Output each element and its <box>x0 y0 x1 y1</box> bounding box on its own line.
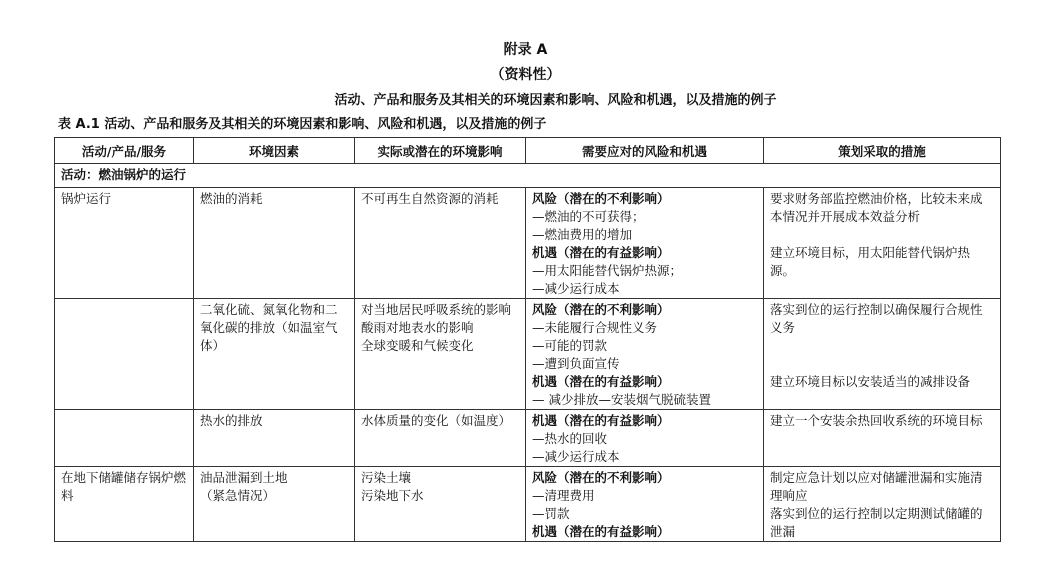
cell-activity <box>55 410 194 467</box>
measure-text: 要求财务部监控燃油价格，比较未来成本情况并开展成本效益分析 <box>770 191 983 224</box>
risk-item: —罚款 <box>532 506 570 521</box>
cell-measures <box>764 467 1001 542</box>
opportunity-title: 机遇（潜在的有益影响） <box>532 245 670 260</box>
impact-item: 污染地下水 <box>361 488 424 503</box>
cell-impact <box>355 467 526 542</box>
measure-text: 建立环境目标以安装适当的减排设备 <box>770 374 971 389</box>
opportunity-item: —热水的回收 <box>532 431 608 446</box>
risk-item: —燃油的不可获得； <box>532 209 645 224</box>
cell-risk-opportunity <box>526 410 764 467</box>
col-header-activity: 活动/产品/服务 <box>55 138 194 164</box>
table-header-row <box>55 138 1001 164</box>
cell-risk-opportunity <box>526 299 764 410</box>
aspect-item: （紧急情况） <box>200 488 276 503</box>
table-row <box>55 410 1001 467</box>
opportunity-title: 机遇（潜在的有益影响） <box>532 413 670 428</box>
group-label: 活动：燃油锅炉的运行 <box>55 164 1001 188</box>
cell-impact <box>355 299 526 410</box>
col-header-aspect: 环境因素 <box>194 138 355 164</box>
cell-aspect: 热水的排放 <box>194 410 355 467</box>
cell-measures <box>764 299 1001 410</box>
risk-title: 风险（潜在的不利影响） <box>532 470 670 485</box>
cell-risk-opportunity <box>526 188 764 299</box>
appendix-title: 附录 A <box>503 42 548 58</box>
cell-activity <box>55 299 194 410</box>
cell-measures <box>764 410 1001 467</box>
opportunity-title: 机遇（潜在的有益影响） <box>532 524 670 539</box>
table-row <box>55 188 1001 299</box>
measure-text: 落实到位的运行控制以定期测试储罐的泄漏 <box>770 506 983 539</box>
measure-text: 建立环境目标，用太阳能替代锅炉热源。 <box>770 245 971 278</box>
cell-aspect: 燃油的消耗 <box>194 188 355 299</box>
risk-item: —遭到负面宣传 <box>532 356 620 371</box>
impact-item: 全球变暖和气候变化 <box>361 338 474 353</box>
col-header-risk-opportunity: 需要应对的风险和机遇 <box>526 138 764 164</box>
opportunity-item: — 减少排放—安装烟气脱硫装置 <box>532 392 711 407</box>
cell-impact: 不可再生自然资源的消耗 <box>355 188 526 299</box>
group-row <box>55 164 1001 188</box>
impact-item: 污染土壤 <box>361 470 412 485</box>
measure-text: 制定应急计划以应对储罐泄漏和实施清理响应 <box>770 470 983 503</box>
risk-item: —可能的罚款 <box>532 338 608 353</box>
risk-title: 风险（潜在的不利影响） <box>532 302 670 317</box>
cell-risk-opportunity <box>526 467 764 542</box>
cell-measures <box>764 188 1001 299</box>
impact-item: 对当地居民呼吸系统的影响 <box>361 302 512 317</box>
cell-activity: 锅炉运行 <box>55 188 194 299</box>
examples-table <box>54 137 1001 542</box>
col-header-measures: 策划采取的措施 <box>764 138 1001 164</box>
table-row <box>55 467 1001 542</box>
risk-item: —未能履行合规性义务 <box>532 320 658 335</box>
col-header-impact: 实际或潜在的环境影响 <box>355 138 526 164</box>
risk-title: 风险（潜在的不利影响） <box>532 191 670 206</box>
risk-item: —清理费用 <box>532 488 595 503</box>
table-caption <box>58 117 546 133</box>
informative-label: （资料性） <box>490 67 561 83</box>
aspect-item: 油品泄漏到土地 <box>200 470 288 485</box>
cell-impact: 水体质量的变化（如温度） <box>355 410 526 467</box>
cell-activity: 在地下储罐储存锅炉燃料 <box>55 467 194 542</box>
table-row <box>55 299 1001 410</box>
opportunity-item: —用太阳能替代锅炉热源； <box>532 263 683 278</box>
table-caption-text: 活动、产品和服务及其相关的环境因素和影响、风险和机遇，以及措施的例子 <box>104 117 547 132</box>
cell-aspect <box>194 467 355 542</box>
measure-text: 建立一个安装余热回收系统的环境目标 <box>770 413 983 428</box>
impact-item: 酸雨对地表水的影响 <box>361 320 474 335</box>
opportunity-item: —减少运行成本 <box>532 281 620 296</box>
measure-text: 落实到位的运行控制以确保履行合规性义务 <box>770 302 983 335</box>
main-title: 活动、产品和服务及其相关的环境因素和影响、风险和机遇，以及措施的例子 <box>334 93 777 108</box>
cell-aspect: 二氧化硫、氮氧化物和二氧化碳的排放（如温室气体） <box>194 299 355 410</box>
opportunity-title: 机遇（潜在的有益影响） <box>532 374 670 389</box>
table-number: 表 A.1 <box>58 117 100 132</box>
opportunity-item: —减少运行成本 <box>532 449 620 464</box>
risk-item: —燃油费用的增加 <box>532 227 633 242</box>
